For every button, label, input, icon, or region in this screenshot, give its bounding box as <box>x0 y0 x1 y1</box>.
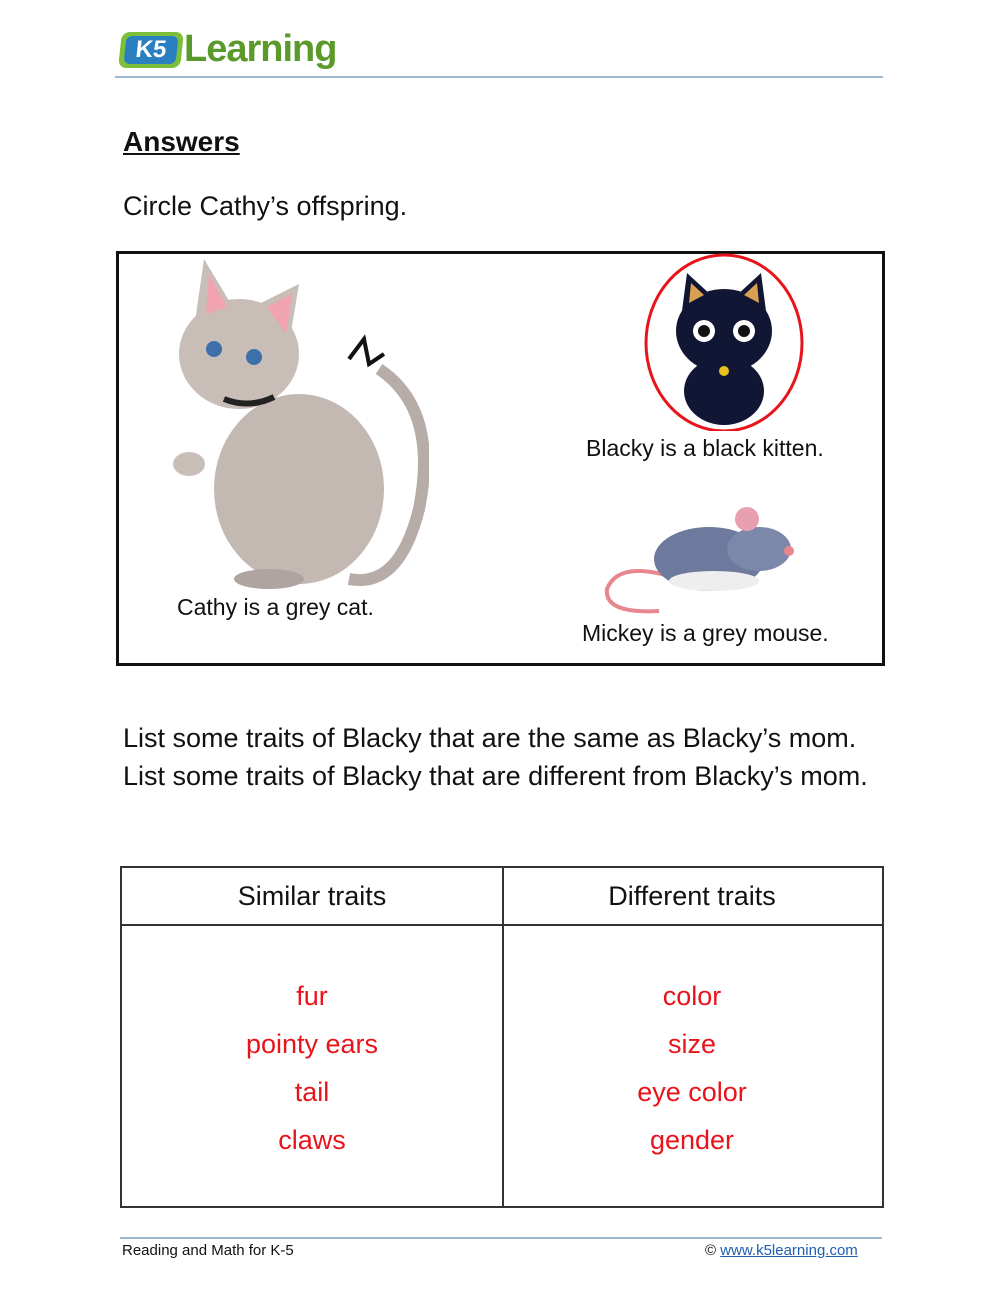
grey-mouse-image <box>599 499 809 619</box>
answer-item: tail <box>294 1077 330 1107</box>
cathy-caption: Cathy is a grey cat. <box>177 594 374 620</box>
different-traits-header: Different traits <box>502 868 882 926</box>
traits-table <box>120 866 884 1208</box>
answer-item: gender <box>649 1125 735 1155</box>
answer-item: eye color <box>637 1077 747 1107</box>
black-kitten-image <box>642 251 807 431</box>
answer-item: claws <box>278 1125 346 1155</box>
similar-traits-column <box>122 868 504 1206</box>
page-title: Answers <box>123 126 240 157</box>
similar-traits-header: Similar traits <box>122 868 502 926</box>
header-divider <box>115 76 883 78</box>
copyright-symbol: © <box>705 1242 717 1259</box>
different-traits-column <box>502 868 882 1206</box>
footer-link-area <box>705 1242 858 1259</box>
answer-item: size <box>667 1029 716 1059</box>
website-link[interactable]: www.k5learning.com <box>720 1242 858 1259</box>
blacky-caption: Blacky is a black kitten. <box>586 435 824 461</box>
k5-learning-logo: K5 Learning <box>120 22 335 74</box>
answer-item: fur <box>296 981 328 1011</box>
question: List some traits of Blacky that are the same as Blacky’s mom. List some traits of Blacky that are different from Blacky’s mom. <box>123 723 868 791</box>
instruction: Circle Cathy’s offspring. <box>123 191 408 221</box>
animals-box <box>116 251 885 666</box>
footer-divider <box>120 1237 882 1239</box>
answer-item: pointy ears <box>245 1029 379 1059</box>
mickey-caption: Mickey is a grey mouse. <box>582 620 829 646</box>
footer-tagline: Reading and Math for K-5 <box>122 1242 294 1259</box>
answer-item: color <box>662 981 722 1011</box>
grey-cat-image <box>149 259 429 599</box>
